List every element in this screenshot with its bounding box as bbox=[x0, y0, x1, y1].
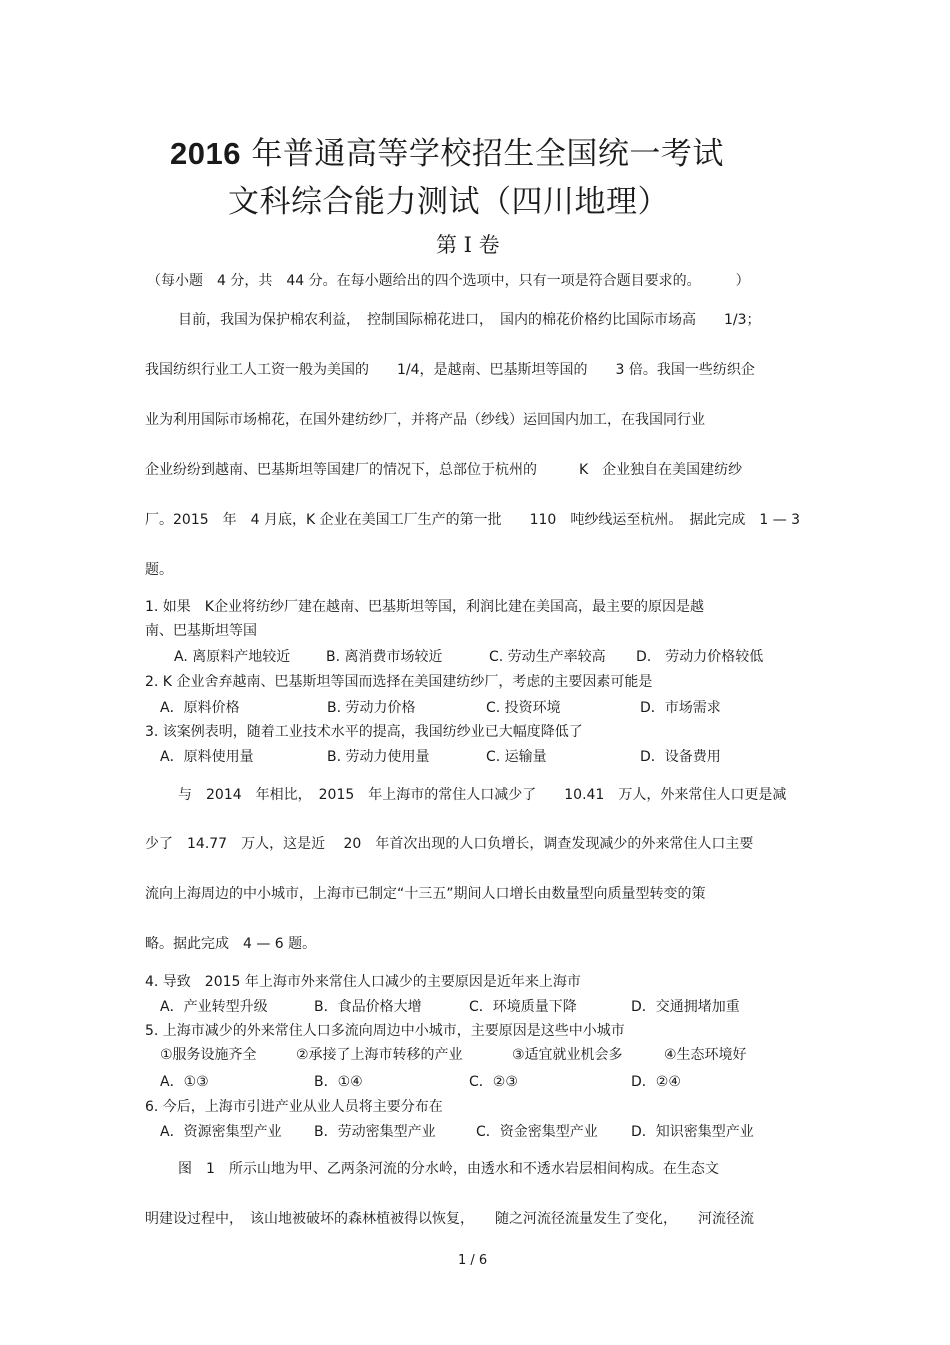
question-1-stem: 1. 如果 K企业将纺纱厂建在越南、巴基斯坦等国，利润比建在美国高，最主要的原因是越 bbox=[145, 599, 704, 615]
passage2-line: 略。据此完成 4 — 6 题。 bbox=[145, 936, 317, 952]
title-year: 2016 bbox=[170, 136, 241, 171]
page-subtitle: 文科综合能力测试（四川地理） bbox=[228, 184, 669, 220]
q5-option-c: C．②③ bbox=[469, 1074, 518, 1090]
q5-option-d: D．②④ bbox=[631, 1074, 681, 1090]
q2-option-d: D．市场需求 bbox=[640, 700, 721, 716]
volume-heading: 第 I 卷 bbox=[436, 233, 500, 257]
q2-option-a: A．原料价格 bbox=[160, 700, 240, 716]
page-title bbox=[170, 128, 724, 173]
q4-option-b: B．食品价格大增 bbox=[314, 999, 422, 1015]
passage1-line: 目前，我国为保护棉农利益， 控制国际棉花进口， 国内的棉花价格约比国际市场高 1/3； bbox=[178, 312, 761, 328]
question-3-stem: 3. 该案例表明，随着工业技术水平的提高，我国纺纱业已大幅度降低了 bbox=[145, 724, 583, 740]
instruction-text: （每小题 4 分，共 44 分。在每小题给出的四个选项中，只有一项是符合题目要求的。 ） bbox=[147, 273, 750, 289]
passage1-line: 我国纺织行业工人工资一般为美国的 1/4，是越南、巴基斯坦等国的 3 倍。我国一些纺织企 bbox=[145, 362, 755, 378]
q2-option-c: C. 投资环境 bbox=[486, 700, 561, 716]
q6-option-a: A．资源密集型产业 bbox=[160, 1124, 282, 1140]
q5-item-1: ①服务设施齐全 bbox=[160, 1047, 257, 1063]
q6-option-b: B．劳动密集型产业 bbox=[314, 1124, 436, 1140]
passage2-line: 少了 14.77 万人，这是近 20 年首次出现的人口负增长，调查发现减少的外来常住人口主要 bbox=[145, 836, 754, 852]
q5-item-2: ②承接了上海市转移的产业 bbox=[296, 1047, 463, 1063]
q3-option-b: B. 劳动力使用量 bbox=[327, 749, 430, 765]
question-2-stem: 2. K 企业舍弃越南、巴基斯坦等国而选择在美国建纺纱厂，考虑的主要因素可能是 bbox=[145, 674, 653, 690]
q2-option-b: B. 劳动力价格 bbox=[327, 700, 416, 716]
passage1-line: 厂。2015 年 4 月底，K 企业在美国工厂生产的第一批 110 吨纱线运至杭州。 据此完成 1 — 3 bbox=[145, 512, 801, 528]
q5-item-4: ④生态环境好 bbox=[664, 1047, 747, 1063]
q5-option-a: A．①③ bbox=[160, 1074, 209, 1090]
q5-item-3: ③适宜就业机会多 bbox=[512, 1047, 623, 1063]
q3-option-d: D．设备费用 bbox=[640, 749, 721, 765]
question-4-stem: 4. 导致 2015 年上海市外来常住人口减少的主要原因是近年来上海市 bbox=[145, 974, 581, 990]
passage2-line: 流向上海周边的中小城市，上海市已制定“十三五”期间人口增长由数量型向质量型转变的策 bbox=[145, 886, 706, 902]
passage1-line: 业为利用国际市场棉花，在国外建纺纱厂，并将产品（纱线）运回国内加工，在我国同行业 bbox=[145, 412, 705, 428]
question-1-stem-cont: 南、巴基斯坦等国 bbox=[145, 623, 257, 639]
passage3-line: 明建设过程中， 该山地被破坏的森林植被得以恢复， 随之河流径流量发生了变化， 河流径流 bbox=[145, 1211, 754, 1227]
q1-option-a: A. 离原料产地较近 bbox=[174, 649, 291, 665]
q3-option-c: C. 运输量 bbox=[486, 749, 547, 765]
title-text: 年普通高等学校招生全国统一考试 bbox=[240, 136, 724, 172]
q6-option-c: C．资金密集型产业 bbox=[476, 1124, 598, 1140]
q3-option-a: A．原料使用量 bbox=[160, 749, 254, 765]
q6-option-d: D．知识密集型产业 bbox=[631, 1124, 754, 1140]
q4-option-d: D．交通拥堵加重 bbox=[631, 999, 740, 1015]
question-5-stem: 5. 上海市减少的外来常住人口多流向周边中小城市，主要原因是这些中小城市 bbox=[145, 1023, 625, 1039]
page-number: 1 / 6 bbox=[458, 1253, 488, 1268]
passage2-line: 与 2014 年相比， 2015 年上海市的常住人口减少了 10.41 万人，外来常住人口更是减 bbox=[178, 787, 787, 803]
q4-option-c: C．环境质量下降 bbox=[469, 999, 577, 1015]
passage1-line: 企业纷纷到越南、巴基斯坦等国建厂的情况下，总部位于杭州的 K 企业独自在美国建纺纱 bbox=[145, 462, 743, 478]
question-6-stem: 6. 今后，上海市引进产业从业人员将主要分布在 bbox=[145, 1099, 443, 1115]
q1-option-b: B. 离消费市场较近 bbox=[326, 649, 443, 665]
passage1-line: 题。 bbox=[145, 562, 173, 578]
q4-option-a: A．产业转型升级 bbox=[160, 999, 268, 1015]
q5-option-b: B．①④ bbox=[314, 1074, 363, 1090]
q1-option-c: C. 劳动生产率较高 bbox=[489, 649, 606, 665]
passage3-line: 图 1 所示山地为甲、乙两条河流的分水岭，由透水和不透水岩层相间构成。在生态文 bbox=[178, 1161, 719, 1177]
q1-option-d: D. 劳动力价格较低 bbox=[636, 649, 764, 665]
